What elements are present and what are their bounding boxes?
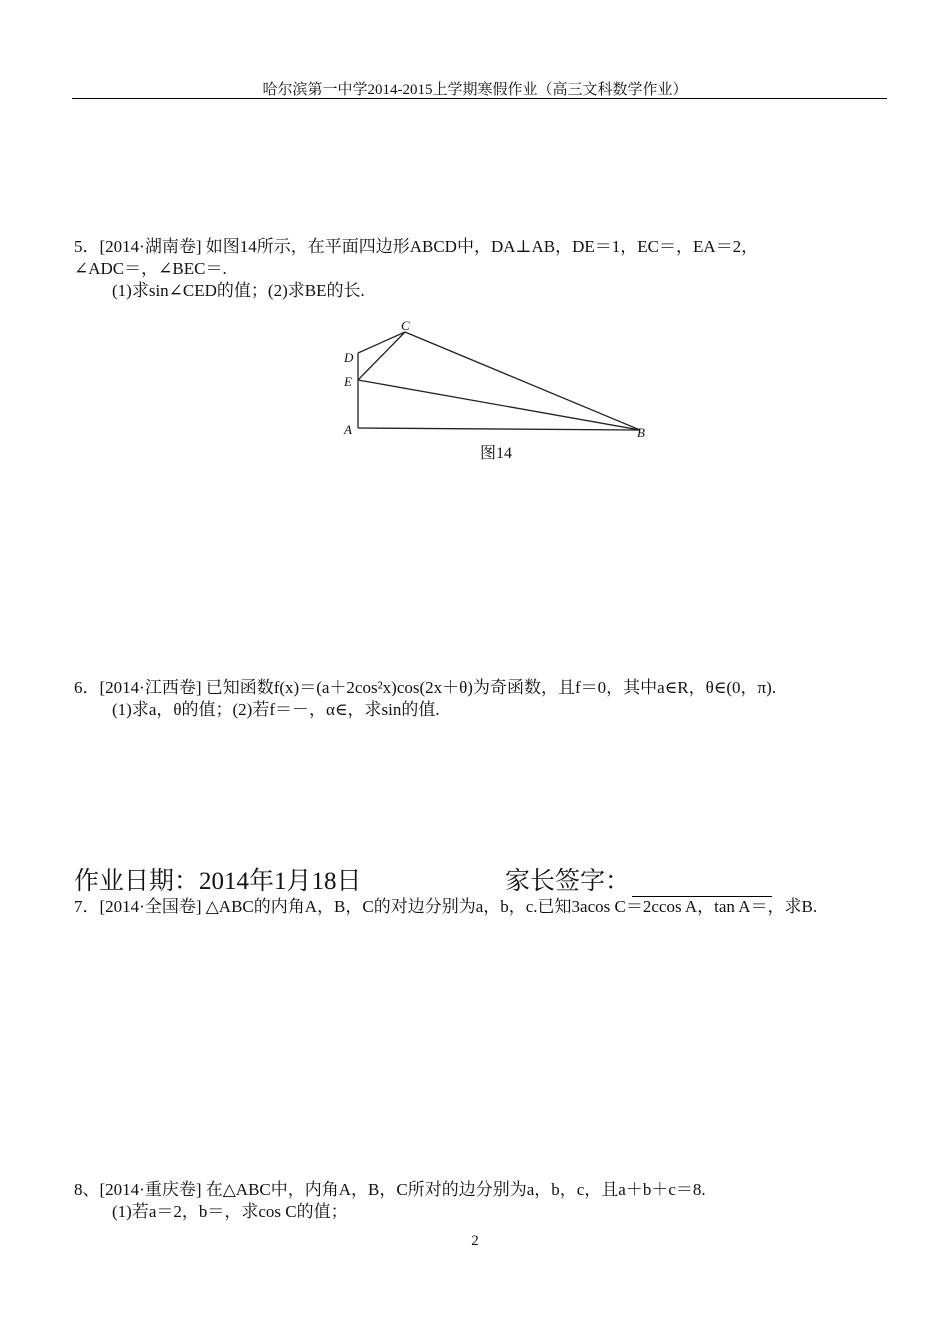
label-c: C xyxy=(401,318,410,333)
q6-line2: (1)求a，θ的值；(2)若f＝－，α∈，求sin的值. xyxy=(112,700,440,719)
label-d: D xyxy=(344,350,354,365)
signature-line xyxy=(632,874,772,897)
q5-line1: 5．[2014·湖南卷] 如图14所示，在平面四边形ABCD中，DA⊥AB，DE＝1，EC＝，EA＝2， xyxy=(74,237,759,256)
q5-line2: ∠ADC＝，∠BEC＝. xyxy=(74,259,227,278)
parent-signature-label: 家长签字： xyxy=(505,868,631,895)
figure-14 xyxy=(335,315,655,440)
segment-cb xyxy=(405,332,640,430)
segment-eb xyxy=(358,380,640,430)
page-number: 2 xyxy=(471,1233,479,1249)
figure-caption: 图14 xyxy=(480,445,513,462)
label-a: A xyxy=(344,422,352,437)
homework-date: 作业日期：2014年1月18日 xyxy=(74,868,362,895)
label-e: E xyxy=(344,374,352,389)
q8-line1: 8、[2014·重庆卷] 在△ABC中，内角A，B，C所对的边分别为a，b，c，且a＋b＋c＝8. xyxy=(74,1180,706,1199)
q5-line3: (1)求sin∠CED的值；(2)求BE的长. xyxy=(112,281,365,300)
q7-line1: 7．[2014·全国卷] △ABC的内角A，B，C的对边分别为a，b，c.已知3acos C＝2ccos A，tan A＝，求B. xyxy=(74,897,818,916)
segment-ab xyxy=(358,428,640,430)
segment-ec xyxy=(358,332,405,380)
segment-dc xyxy=(358,332,405,353)
label-b: B xyxy=(637,425,645,440)
header-rule xyxy=(72,98,887,99)
page-header: 哈尔滨第一中学2014-2015上学期寒假作业（高三文科数学作业） xyxy=(262,82,688,98)
parent-signature xyxy=(505,861,772,897)
q6-line1: 6．[2014·江西卷] 已知函数f(x)＝(a＋2cos²x)cos(2x＋θ)为奇函数，且f＝0，其中a∈R，θ∈(0，π). xyxy=(74,678,776,697)
q8-line2: (1)若a＝2，b＝，求cos C的值； xyxy=(112,1202,348,1221)
